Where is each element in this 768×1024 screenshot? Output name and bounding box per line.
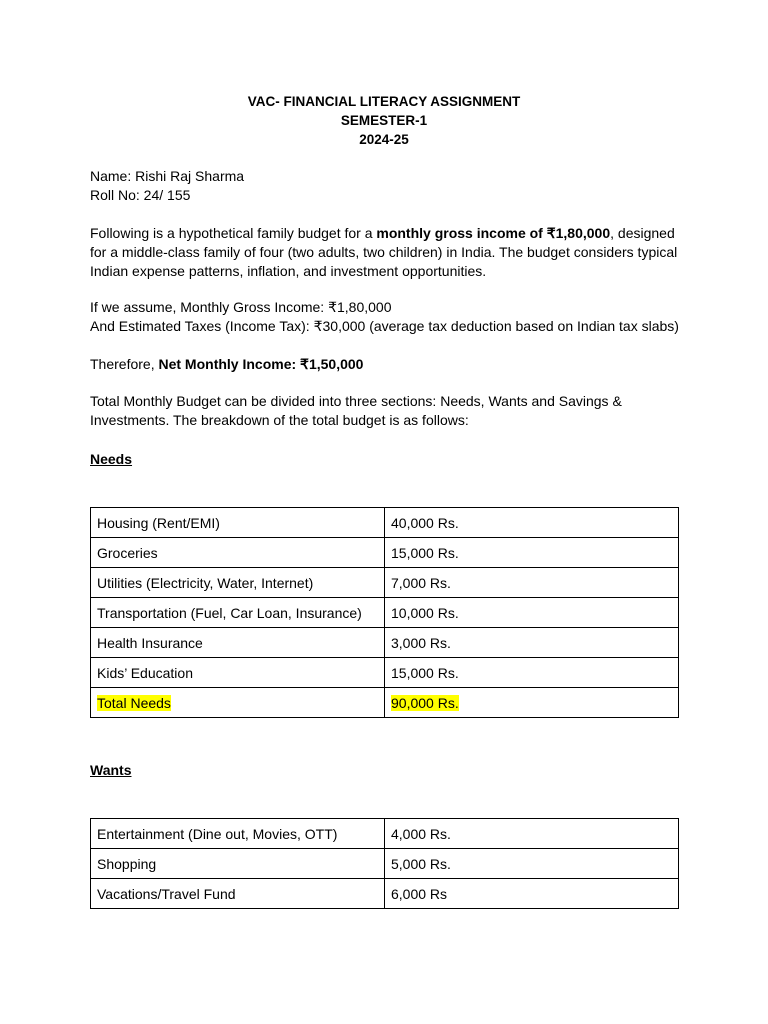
student-roll: Roll No: 24/ 155: [90, 187, 191, 203]
table-row: [91, 879, 679, 909]
title-line-semester: SEMESTER-1: [340, 113, 428, 128]
total-needs-label-cell: [91, 688, 385, 718]
row-label: Groceries: [91, 538, 385, 568]
row-value: 40,000 Rs.: [385, 508, 679, 538]
table-row: [91, 819, 679, 849]
table-row: [91, 538, 679, 568]
taxes-line: And Estimated Taxes (Income Tax): ₹30,000 (average tax deduction based on Indian tax slabs): [90, 318, 679, 334]
row-value: 7,000 Rs.: [385, 568, 679, 598]
breakdown-paragraph: Total Monthly Budget can be divided into three sections: Needs, Wants and Savings & Investments. The breakdown of the total budget is as follows:: [90, 393, 622, 428]
row-value: 15,000 Rs.: [385, 658, 679, 688]
student-name: Name: Rishi Raj Sharma: [90, 168, 245, 184]
title-line-assignment: VAC- FINANCIAL LITERACY ASSIGNMENT: [247, 94, 521, 109]
title-line-year: 2024-25: [359, 132, 409, 147]
total-needs-value: 90,000 Rs.: [391, 694, 459, 711]
needs-table: [90, 507, 679, 718]
table-row: [91, 598, 679, 628]
net-income-line: [90, 355, 690, 374]
row-label: Shopping: [91, 849, 385, 879]
document-title: [0, 92, 768, 149]
row-value: 10,000 Rs.: [385, 598, 679, 628]
row-label: Housing (Rent/EMI): [91, 508, 385, 538]
row-value: 4,000 Rs.: [385, 819, 679, 849]
row-value: 6,000 Rs: [385, 879, 679, 909]
net-prefix: Therefore,: [90, 356, 159, 372]
row-label: Kids’ Education: [91, 658, 385, 688]
intro-prefix: Following is a hypothetical family budget for a: [90, 225, 377, 241]
row-label: Entertainment (Dine out, Movies, OTT): [91, 819, 385, 849]
row-label: Transportation (Fuel, Car Loan, Insurance): [91, 598, 385, 628]
wants-table: [90, 818, 679, 909]
wants-heading: Wants: [90, 762, 132, 778]
intro-paragraph: [90, 224, 690, 281]
table-row: [91, 658, 679, 688]
table-row: [91, 628, 679, 658]
table-row: [91, 508, 679, 538]
intro-gross-income: monthly gross income of ₹1,80,000: [376, 225, 611, 241]
row-label: Utilities (Electricity, Water, Internet): [91, 568, 385, 598]
row-label: Health Insurance: [91, 628, 385, 658]
row-value: 3,000 Rs.: [385, 628, 679, 658]
table-row: [91, 849, 679, 879]
table-row: [91, 568, 679, 598]
gross-income-line: If we assume, Monthly Gross Income: ₹1,80,000: [90, 299, 392, 315]
row-value: 5,000 Rs.: [385, 849, 679, 879]
needs-heading: Needs: [90, 451, 133, 467]
total-needs-label: Total Needs: [97, 694, 171, 711]
table-row-total: [91, 688, 679, 718]
total-needs-value-cell: [385, 688, 679, 718]
net-income-value: Net Monthly Income: ₹1,50,000: [158, 356, 364, 372]
row-value: 15,000 Rs.: [385, 538, 679, 568]
intro-suffix: , designed for a middle-class family of four (two adults, two children) in India. The budget considers typical Indian expense patterns, inflation, and investment opportunities.: [90, 225, 678, 279]
row-label: Vacations/Travel Fund: [91, 879, 385, 909]
